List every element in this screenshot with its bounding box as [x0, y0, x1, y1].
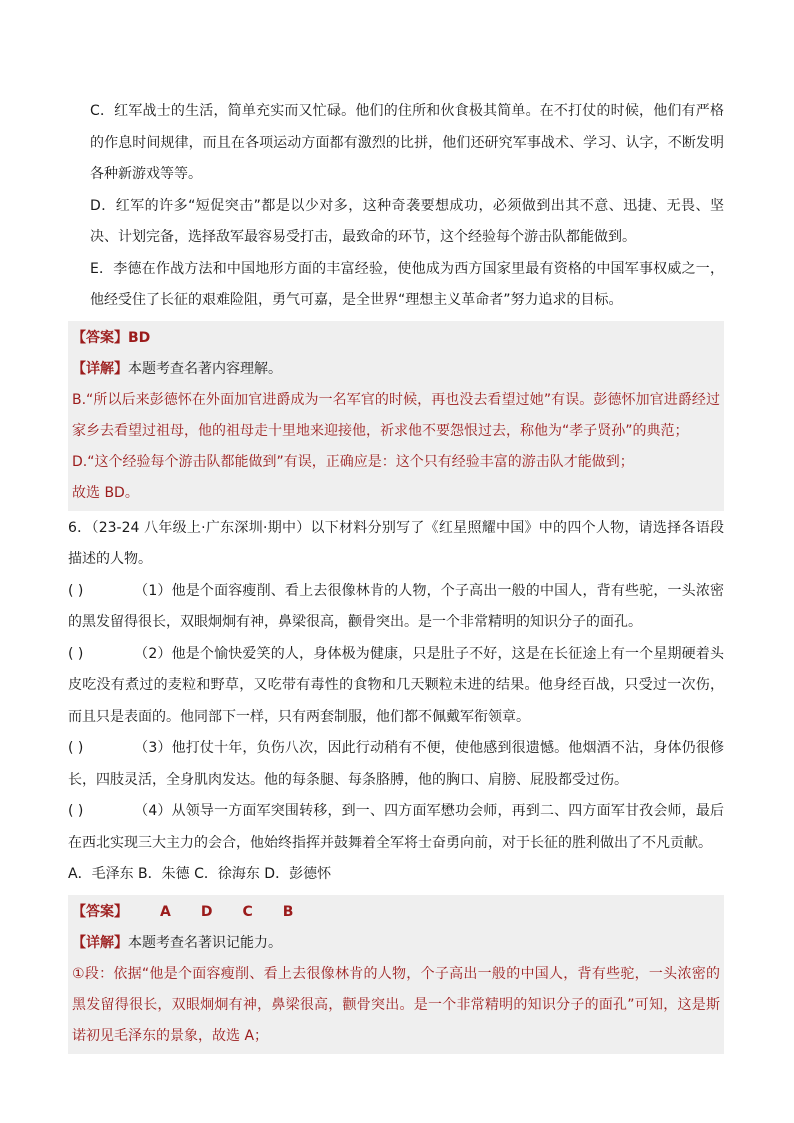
- detail-d: D.“这个经验每个游击队都能做到”有误，正确应是：这个只有经验丰富的游击队才能做到；: [72, 453, 634, 470]
- detail-conclusion: 故选 BD。: [72, 484, 139, 501]
- answer-blank[interactable]: ( ): [68, 803, 84, 819]
- answer-value: BD: [128, 329, 151, 346]
- detail-text: 本题考查名著识记能力。: [128, 934, 282, 951]
- q6-item-1: ( ) （1）他是个面容瘦削、看上去很像林肯的人物，个子高出一般的中国人，背有些驼，一头浓密的黑发留得很长，双眼炯炯有神，鼻梁很高，颧骨突出。是一个非常精明的知识分子的面孔。: [68, 576, 724, 639]
- answer-label: 【答案】: [72, 903, 128, 920]
- answer-line-q6: [72, 897, 720, 928]
- q6-item-3: ( ) （3）他打仗十年，负伤八次，因此行动稍有不便，使他感到很遗憾。他烟酒不沾，身体仍很修长，四肢灵活，全身肌肉发达。他的每条腿、每条胳膊，他的胸口、肩膀、屁股都受过伤。: [68, 733, 724, 796]
- q6-choices: A．毛泽东 B．朱德 C．徐海东 D．彭德怀: [68, 866, 332, 882]
- answer-block-q5: [68, 321, 724, 511]
- option-d: D．红军的许多“短促突击”都是以少对多，这种奇袭要想成功，必须做到出其不意、迅捷、无畏、坚决、计划完备，选择敌军最容易受打击，最致命的环节，这个经验每个游击队都能做到。: [90, 197, 724, 245]
- answer-letters: A D C B: [160, 903, 294, 920]
- answer-blank[interactable]: ( ): [68, 645, 84, 662]
- detail-para-1: ①段：依据“他是个面容瘦削、看上去很像林肯的人物，个子高出一般的中国人，背有些驼，一头浓密的黑发留得很长，双眼炯炯有神，鼻梁很高，颧骨突出。是一个非常精明的知识分子的面孔”可知，这是斯诺初见毛泽东的景象，故选 A；: [72, 965, 720, 1044]
- answer-block-q6: [68, 895, 724, 1054]
- option-e: E．李德在作战方法和中国地形方面的丰富经验，使他成为西方国家里最有资格的中国军事权威之一，他经受住了长征的艰难险阻，勇气可嘉，是全世界“理想主义革命者”努力追求的目标。: [90, 260, 724, 308]
- detail-text: 本题考查名著内容理解。: [128, 360, 282, 377]
- answer-label: 【答案】: [72, 329, 128, 346]
- answer-line-q5: [72, 323, 720, 354]
- q6-item-2: ( ) （2）他是个愉快爱笑的人，身体极为健康，只是肚子不好，这是在长征途上有一个星期硬着头皮吃没有煮过的麦粒和野草，又吃带有毒性的食物和几天颗粒未进的结果。他身经百战，只受过一次伤，而且只是表面的。他同部下一样，只有两套制服，他们都不佩戴军衔领章。: [68, 639, 724, 734]
- option-c: C．红军战士的生活，简单充实而又忙碌。他们的住所和伙食极其简单。在不打仗的时候，他们有严格的作息时间规律，而且在各项运动方面都有激烈的比拼，他们还研究军事战术、学习、认字，不断发明各种新游戏等等。: [90, 103, 724, 182]
- detail-line-q5: [72, 354, 720, 385]
- detail-label: 【详解】: [72, 360, 128, 377]
- answer-blank[interactable]: ( ): [68, 582, 84, 599]
- detail-line-q6: [72, 928, 720, 959]
- detail-b: B.“所以后来彭德怀在外面加官进爵成为一名军官的时候，再也没去看望过她”有误。彭德怀加官进爵经过家乡去看望过祖母，他的祖母走十里地来迎接他，祈求他不要怨恨过去，称他为“孝子贤孙”的典范；: [72, 391, 720, 439]
- question-6-stem: 6．（23-24 八年级上·广东深圳·期中）以下材料分别写了《红星照耀中国》中的四个人物，请选择各语段描述的人物。: [68, 519, 724, 567]
- detail-label: 【详解】: [72, 934, 128, 951]
- document-page: [68, 96, 724, 1056]
- q6-item-4: ( ) （4）从领导一方面军突围转移，到一、四方面军懋功会师，再到二、四方面军甘孜会师，最后在西北实现三大主力的会合，他始终指挥并鼓舞着全军将士奋勇向前，对于长征的胜利做出了不凡贡献。: [68, 796, 724, 859]
- answer-blank[interactable]: ( ): [68, 740, 84, 756]
